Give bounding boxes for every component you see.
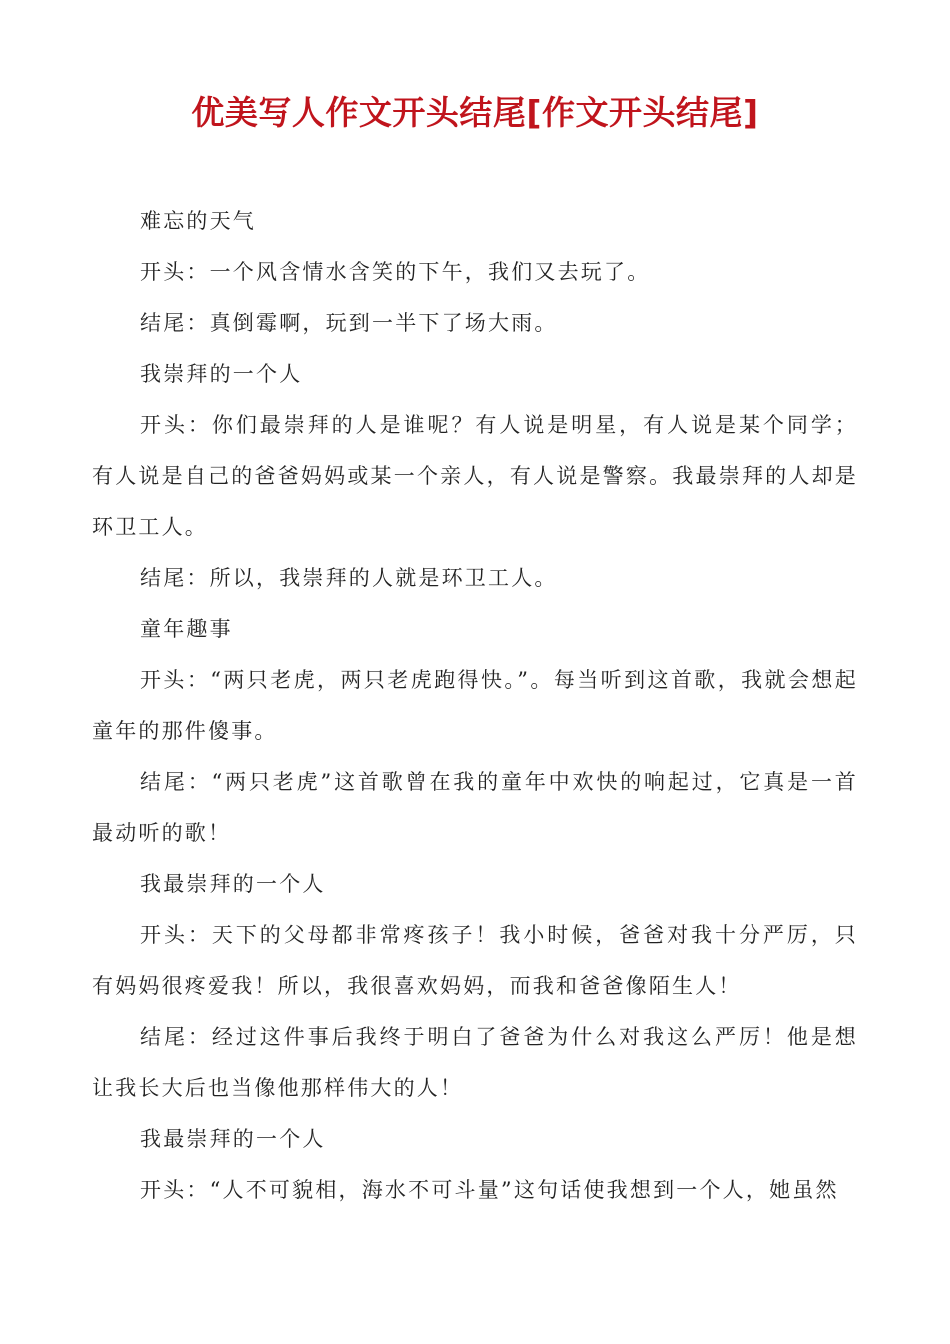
document-body <box>92 196 858 1216</box>
section-heading: 我崇拜的一个人 <box>140 362 303 386</box>
section-heading: 童年趣事 <box>140 617 233 641</box>
ending-paragraph: 结尾：“两只老虎”这首歌曾在我的童年中欢快的响起过，它真是一首最动听的歌！ <box>92 770 858 845</box>
ending-paragraph: 结尾：所以，我崇拜的人就是环卫工人。 <box>140 566 558 590</box>
opening-paragraph: 开头：“两只老虎，两只老虎跑得快。”。每当听到这首歌，我就会想起童年的那件傻事。 <box>92 668 858 743</box>
section-heading: 我最崇拜的一个人 <box>140 1127 326 1151</box>
section-heading: 我最崇拜的一个人 <box>140 872 326 896</box>
ending-paragraph: 结尾：真倒霉啊，玩到一半下了场大雨。 <box>140 311 558 335</box>
document-title: 优美写人作文开头结尾[作文开头结尾] <box>191 93 759 132</box>
section-heading: 难忘的天气 <box>140 209 256 233</box>
opening-paragraph: 开头：“人不可貌相，海水不可斗量”这句话使我想到一个人，她虽然 <box>140 1178 839 1202</box>
opening-paragraph: 开头：一个风含情水含笑的下午，我们又去玩了。 <box>140 260 651 284</box>
opening-paragraph: 开头：你们最崇拜的人是谁呢？有人说是明星，有人说是某个同学；有人说是自己的爸爸妈妈或某一个亲人，有人说是警察。我最崇拜的人却是环卫工人。 <box>92 413 858 539</box>
ending-paragraph: 结尾：经过这件事后我终于明白了爸爸为什么对我这么严厉！他是想让我长大后也当像他那样伟大的人！ <box>92 1025 858 1100</box>
opening-paragraph: 开头：天下的父母都非常疼孩子！我小时候，爸爸对我十分严厉，只有妈妈很疼爱我！所以，我很喜欢妈妈，而我和爸爸像陌生人！ <box>92 923 858 998</box>
